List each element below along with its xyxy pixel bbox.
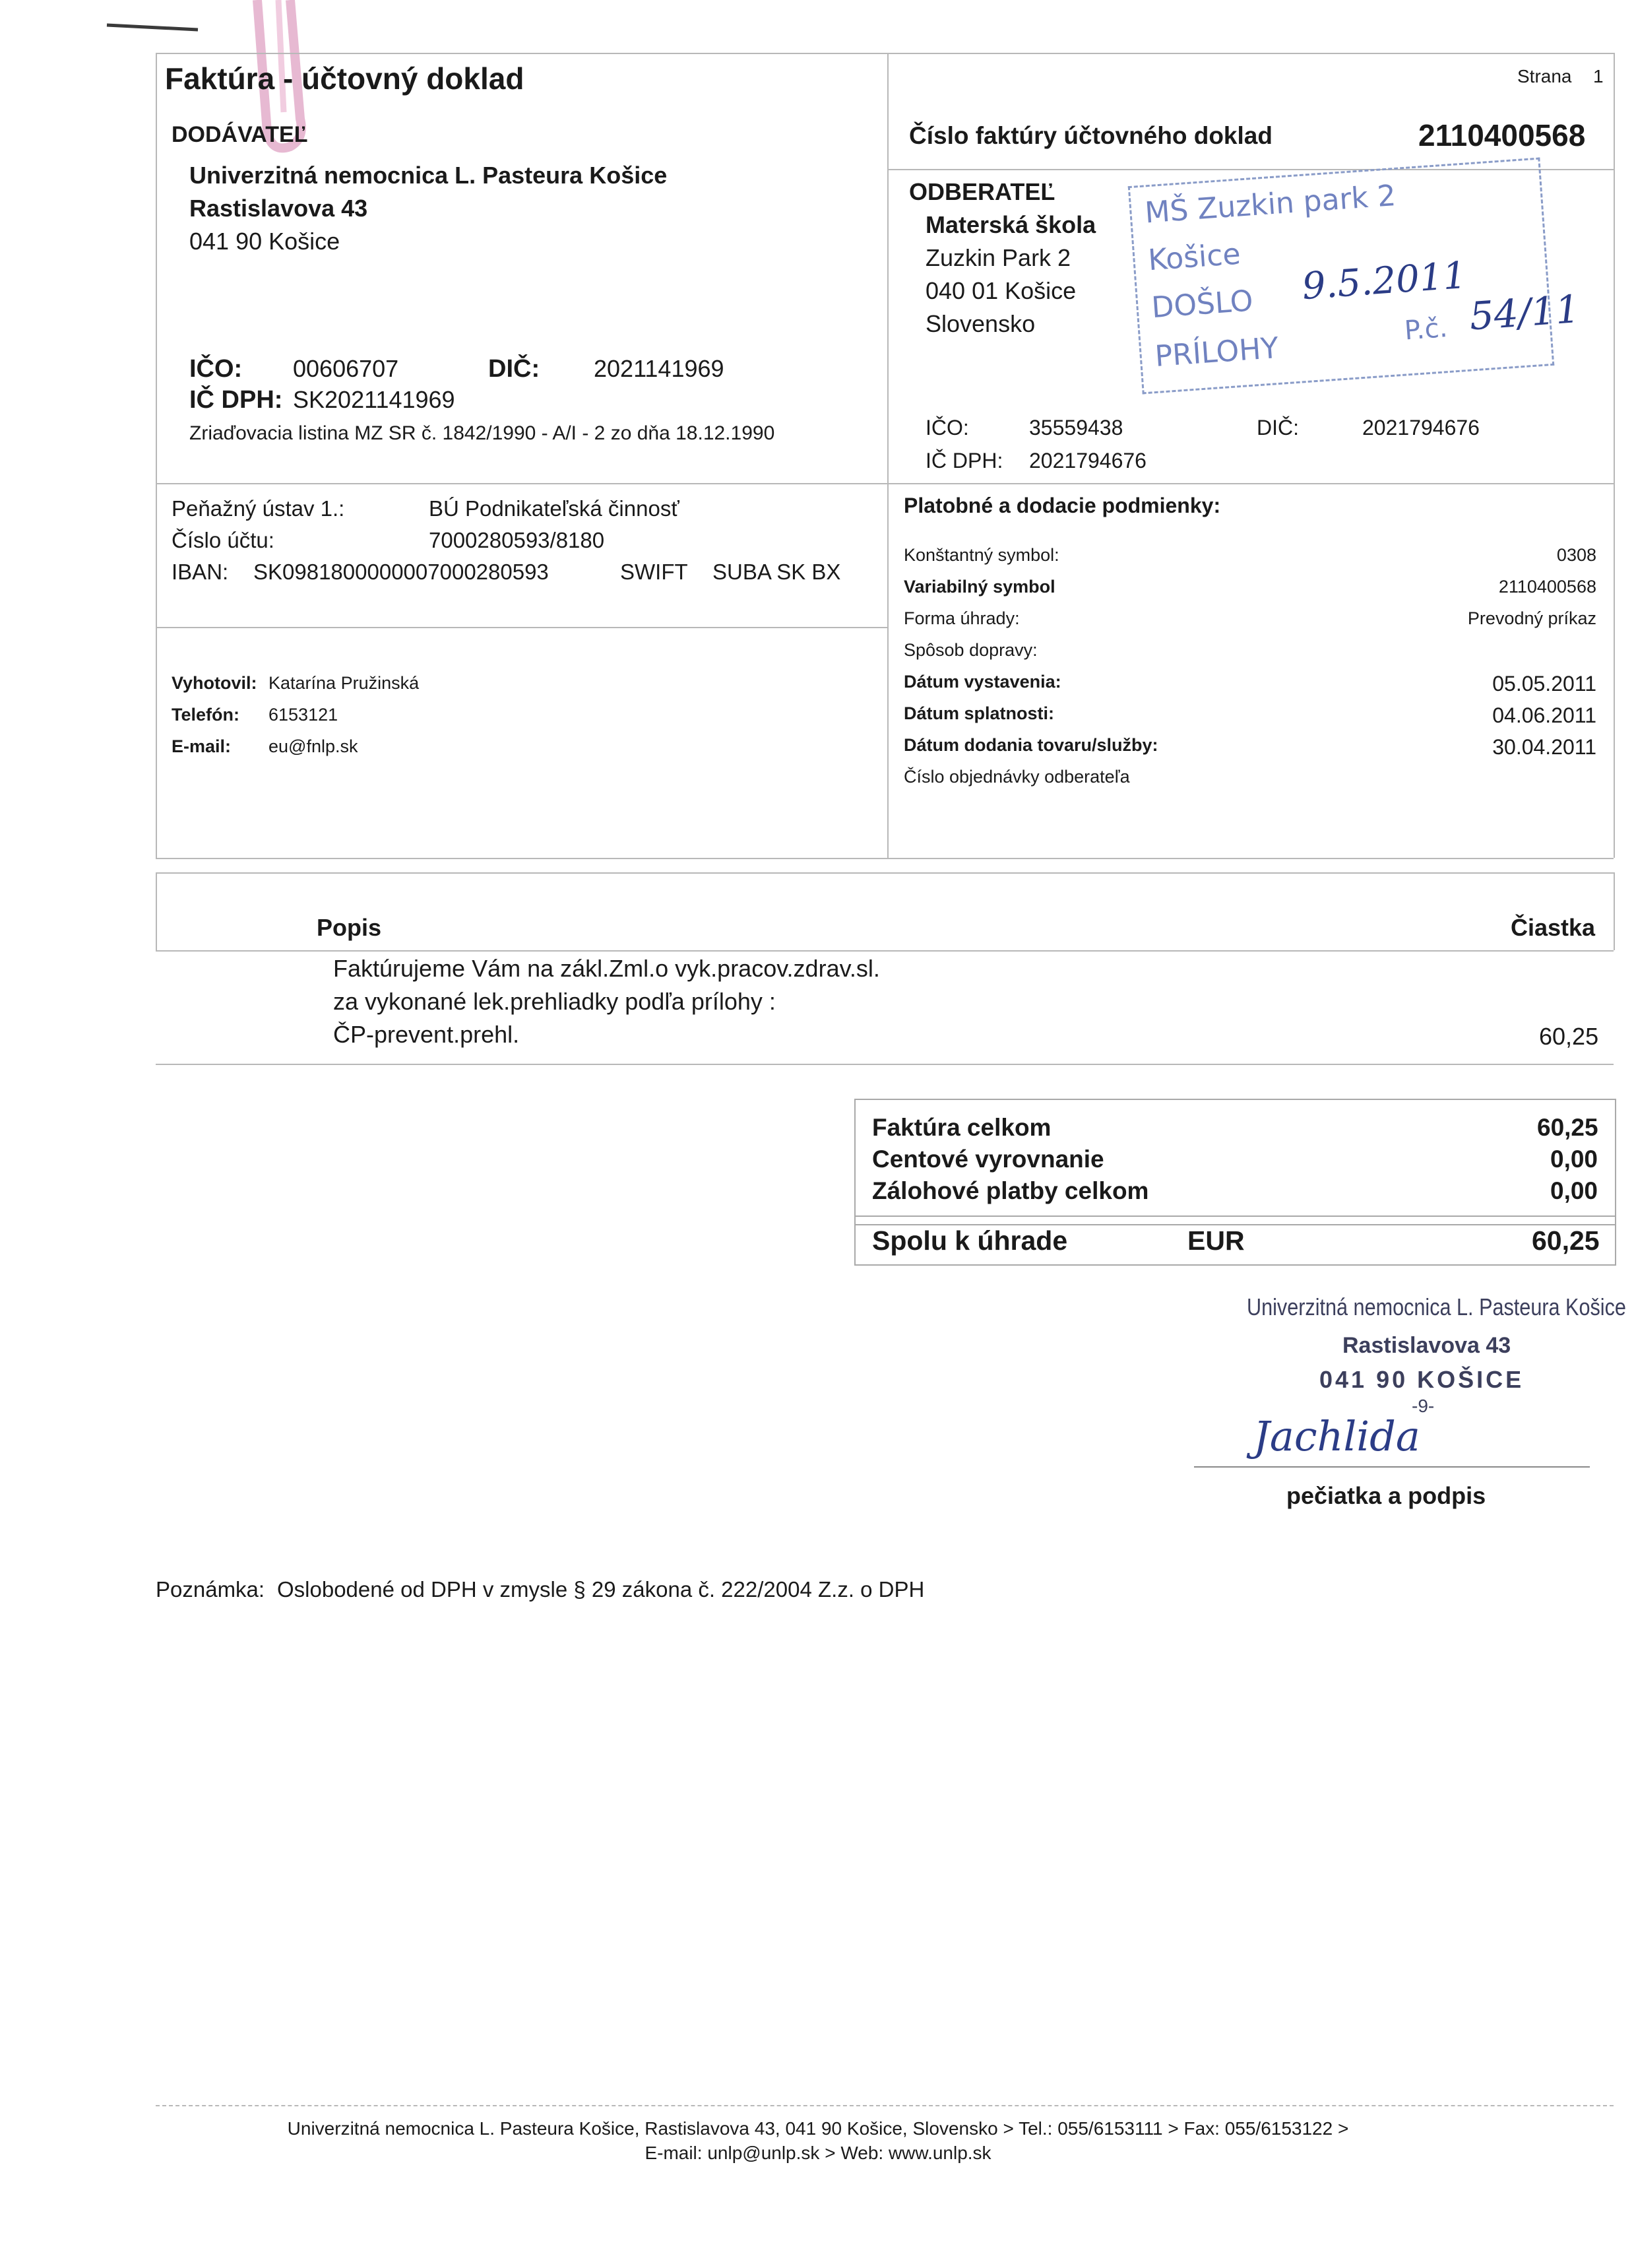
terms-row-label: Dátum dodania tovaru/služby:: [904, 735, 1158, 755]
supplier-label: DODÁVATEĽ: [172, 122, 308, 147]
frame-top: [156, 53, 1614, 54]
invoice-total: 60,25: [1537, 1114, 1598, 1141]
made-by-label: Vyhotovil:: [172, 673, 257, 693]
terms-row-value: 2110400568: [1498, 577, 1596, 597]
supplier-ico: 00606707: [293, 355, 399, 382]
stamp-pc-handwritten: 54/11: [1468, 286, 1581, 339]
customer-dic: 2021794676: [1362, 416, 1480, 439]
iban-label: IBAN:: [172, 560, 229, 584]
frame-right: [1614, 53, 1615, 858]
item-line-1: Faktúrujeme Vám na zákl.Zml.o vyk.pracov.zdrav.sl.: [333, 955, 880, 982]
terms-row-value: 0308: [1556, 545, 1596, 565]
advance-label: Zálohové platby celkom: [872, 1177, 1149, 1204]
company-stamp-line-3: 041 90 KOŠICE: [1319, 1366, 1525, 1393]
stamp-line-4: PRÍLOHY: [1154, 331, 1280, 373]
advance: 0,00: [1550, 1177, 1598, 1204]
customer-icdph: 2021794676: [1029, 449, 1147, 472]
email: eu@fnlp.sk: [268, 736, 358, 756]
rounding: 0,00: [1550, 1146, 1598, 1173]
bank-value: BÚ Podnikateľská činnosť: [429, 496, 679, 521]
page-number: 1: [1593, 66, 1604, 86]
terms-row-value: 30.04.2011: [1492, 735, 1596, 759]
signature-caption: pečiatka a podpis: [1286, 1482, 1486, 1509]
terms-row-label: Konštantný symbol:: [904, 545, 1059, 565]
frame-center: [887, 53, 889, 858]
due-label: Spolu k úhrade: [872, 1225, 1068, 1256]
phone: 6153121: [268, 705, 338, 725]
email-label: E-mail:: [172, 736, 232, 756]
company-stamp-line-4: -9-: [1412, 1396, 1435, 1416]
stamp-date-handwritten: 9.5.2011: [1300, 253, 1468, 309]
footer-line-1: Univerzitná nemocnica L. Pasteura Košice, Rastislavova 43, 041 90 Košice, Slovensko > Tel.: 055/6153111 > Fax: 055/6153122 >: [287, 2118, 1349, 2139]
stamp-line-3: DOŠLO: [1150, 284, 1255, 325]
due-currency: EUR: [1187, 1225, 1245, 1256]
iban-value: SK0981800000007000280593: [253, 560, 549, 584]
note-text: Oslobodené od DPH v zmysle § 29 zákona č. 222/2004 Z.z. o DPH: [277, 1577, 925, 1602]
supplier-street: Rastislavova 43: [189, 195, 368, 222]
bank-label: Peňažný ústav 1.:: [172, 496, 345, 521]
note-label: Poznámka:: [156, 1577, 265, 1602]
customer-name: Materská škola: [926, 211, 1096, 238]
items-left-line: [156, 872, 157, 950]
customer-city: 040 01 Košice: [926, 277, 1077, 304]
bank-separator: [156, 627, 887, 628]
customer-ico: 35559438: [1029, 416, 1123, 439]
company-stamp-line-1: Univerzitná nemocnica L. Pasteura Košice: [1247, 1293, 1626, 1320]
items-bottom-line: [156, 1064, 1614, 1065]
item-line-3: ČP-prevent.prehl.: [333, 1021, 520, 1048]
company-stamp-line-2: Rastislavova 43: [1342, 1333, 1511, 1358]
supplier-name: Univerzitná nemocnica L. Pasteura Košice: [189, 162, 668, 189]
account-value: 7000280593/8180: [429, 528, 605, 552]
swift-value: SUBA SK BX: [712, 560, 841, 584]
supplier-dic-label: DIČ:: [488, 355, 540, 383]
due-amount: 60,25: [1532, 1225, 1600, 1256]
amount-header: Čiastka: [1511, 914, 1596, 941]
customer-dic-label: DIČ:: [1257, 416, 1299, 439]
invoice-total-label: Faktúra celkom: [872, 1114, 1052, 1141]
phone-label: Telefón:: [172, 705, 239, 725]
invoice-number-label: Číslo faktúry účtovného doklad: [909, 122, 1273, 149]
terms-heading: Platobné a dodacie podmienky:: [904, 494, 1221, 517]
items-right-line: [1614, 872, 1615, 950]
customer-icdph-label: IČ DPH:: [926, 449, 1003, 472]
stamp-line-2: Košice: [1147, 237, 1242, 278]
customer-street: Zuzkin Park 2: [926, 244, 1071, 271]
description-header: Popis: [317, 914, 382, 941]
footer-line-2: E-mail: unlp@unlp.sk > Web: www.unlp.sk: [645, 2143, 991, 2163]
rounding-label: Centové vyrovnanie: [872, 1146, 1104, 1173]
stamp-line-1: MŠ Zuzkin park 2: [1143, 178, 1397, 230]
supplier-icdph-label: IČ DPH:: [189, 386, 283, 414]
page-label: Strana: [1517, 66, 1572, 86]
item-line-2: za vykonané lek.prehliadky podľa prílohy :: [333, 988, 776, 1015]
terms-row-label: Spôsob dopravy:: [904, 640, 1038, 660]
terms-row-value: 04.06.2011: [1492, 703, 1596, 727]
customer-label: ODBERATEĽ: [909, 178, 1055, 205]
supplier-dic: 2021141969: [594, 355, 724, 382]
supplier-ico-label: IČO:: [189, 355, 243, 383]
customer-ico-label: IČO:: [926, 416, 969, 439]
frame-bottom: [156, 858, 1614, 859]
terms-row-label: Číslo objednávky odberateľa: [904, 767, 1130, 787]
signature: Jachlida: [1253, 1412, 1420, 1460]
terms-row-value: 05.05.2011: [1492, 672, 1596, 696]
terms-row-label: Variabilný symbol: [904, 577, 1055, 597]
items-header-line: [156, 950, 1614, 952]
received-stamp: [1128, 158, 1581, 395]
item-amount: 60,25: [1539, 1023, 1599, 1050]
stamp-pc-label: P.č.: [1403, 313, 1449, 346]
supplier-separator: [156, 483, 887, 484]
swift-label: SWIFT: [620, 560, 688, 584]
terms-row-value: Prevodný príkaz: [1467, 608, 1596, 628]
invoice-number: 2110400568: [1418, 118, 1586, 152]
terms-row-label: Dátum splatnosti:: [904, 703, 1055, 723]
made-by: Katarína Pružinská: [268, 673, 420, 693]
document-title: Faktúra - účtovný doklad: [165, 61, 524, 96]
footer-line: [156, 2105, 1614, 2106]
items-top-line: [156, 872, 1614, 874]
customer-country: Slovensko: [926, 310, 1036, 337]
terms-row-label: Dátum vystavenia:: [904, 672, 1061, 692]
frame-left: [156, 53, 157, 858]
supplier-icdph: SK2021141969: [293, 386, 455, 413]
supplier-registry: Zriaďovacia listina MZ SR č. 1842/1990 - A/I - 2 zo dňa 18.12.1990: [189, 422, 775, 444]
account-label: Číslo účtu:: [172, 528, 274, 552]
signature-line: [1194, 1466, 1590, 1468]
supplier-city: 041 90 Košice: [189, 228, 340, 255]
customer-separator: [887, 483, 1614, 484]
terms-row-label: Forma úhrady:: [904, 608, 1020, 628]
